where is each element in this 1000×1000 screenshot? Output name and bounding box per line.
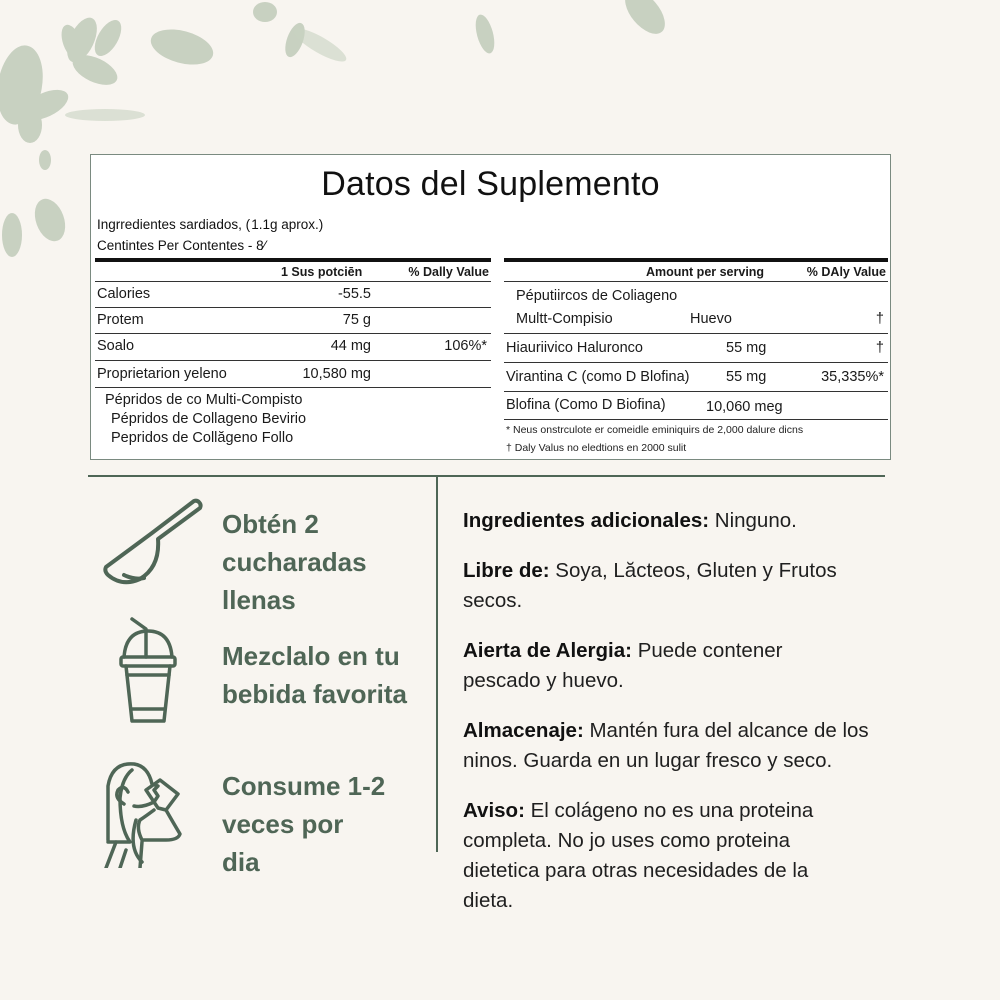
servings-per-container-line: Centintes Per Contentes - 8⁄ <box>97 238 266 253</box>
right-dv-header: % DAly Value <box>806 265 886 279</box>
section-divider-horizontal <box>88 475 885 477</box>
table-row <box>95 361 491 388</box>
step-mix <box>100 617 430 727</box>
blend-sub-item: Pépridos de co Multi-Compisto <box>105 392 303 408</box>
blend-sub-item: Pépridos de Collageno Bevirio <box>111 411 307 427</box>
footnote: * Neus onstrculote er comeidle eminiquirs de 2,000 dalure dicns <box>506 424 804 436</box>
step-text: Mezclalo en tu bebida favorita <box>222 641 407 709</box>
nutrient-amount: 10,060 meg <box>706 399 783 415</box>
nutrient-name: Calories <box>97 286 151 302</box>
nutrient-amount: 75 g <box>342 312 371 328</box>
nutrient-name: Soalo <box>97 338 135 354</box>
table-row <box>95 282 491 308</box>
nutrient-name: Hiauriivico Haluronco <box>506 340 643 356</box>
table-row <box>95 334 491 361</box>
nutrient-name: Péputiircos de Coliageno <box>516 288 678 304</box>
info-allergy-alert: Aierta de Alergia: Puede contener pescado y huevo. <box>463 639 783 692</box>
nutrient-amount: 55 mg <box>726 369 767 385</box>
info-ingredients: Ingredientes adicionales: Ninguno. <box>463 509 797 532</box>
right-header-row <box>504 262 888 282</box>
table-row <box>504 363 888 392</box>
left-dv-header: % Dally Value <box>408 265 489 279</box>
nutrient-amount: 44 mg <box>330 338 371 354</box>
nutrient-amount: -55.5 <box>337 286 371 302</box>
person-drinking-icon <box>102 758 212 868</box>
step-text: Obtén 2 cucharadas llenas <box>222 509 367 615</box>
nutrient-dv: 35,335%* <box>821 369 884 385</box>
left-amount-header: 1 Sus potciēn <box>281 265 363 279</box>
section-divider-vertical <box>436 476 438 852</box>
info-storage: Almacenaje: Mantén fura del alcance de los ninos. Guarda en un lugar fresco y seco. <box>463 719 869 772</box>
table-row <box>504 334 888 363</box>
info-free-from: Libre de: Soya, Lăcteos, Gluten y Frutos secos. <box>463 559 837 612</box>
table-row <box>504 282 888 334</box>
serving-size-line: Ingrredientes sardiados, ( 1.1g aprox.) <box>97 217 324 232</box>
step-scoop <box>100 495 430 615</box>
scoop-icon <box>100 495 205 595</box>
step-consume <box>100 758 430 878</box>
nutrient-amount: 10,580 mg <box>302 366 371 382</box>
footnote: † Daly Valus no eledtions en 2000 sulit <box>506 442 687 454</box>
nutrient-name-line2: Multt-Compisio <box>516 311 613 327</box>
left-facts-table <box>95 262 491 457</box>
nutrient-name: Blofina (Como D Biofina) <box>506 397 666 413</box>
cup-icon <box>118 617 178 727</box>
nutrient-amount: 55 mg <box>726 340 767 356</box>
nutrient-name: Protem <box>97 312 144 328</box>
supplement-facts-panel <box>90 154 891 460</box>
info-warning: Aviso: El colágeno no es una proteina completa. No jo uses como proteina dietetica para otras necesidades de la dieta. <box>463 799 814 912</box>
nutrient-name: Virantina C (como D Blofina) <box>506 369 690 385</box>
table-row <box>95 308 491 334</box>
nutrient-name: Proprietarion yeleno <box>97 366 227 382</box>
right-amount-header: Amount per serving <box>646 265 765 279</box>
nutrient-amount: Huevo <box>690 311 732 327</box>
step-text: Consume 1-2 veces por dia <box>222 771 386 877</box>
panel-title: Datos del Suplemento <box>321 165 660 203</box>
nutrient-dv: † <box>875 340 884 356</box>
blend-sub-item: Pepridos de Collăgeno Follo <box>111 430 294 446</box>
left-header-row <box>95 262 491 282</box>
right-facts-table <box>504 262 888 457</box>
nutrient-dv: † <box>875 311 884 327</box>
table-row <box>504 392 888 420</box>
nutrient-dv: 106%* <box>444 338 487 354</box>
additional-info <box>463 506 893 936</box>
